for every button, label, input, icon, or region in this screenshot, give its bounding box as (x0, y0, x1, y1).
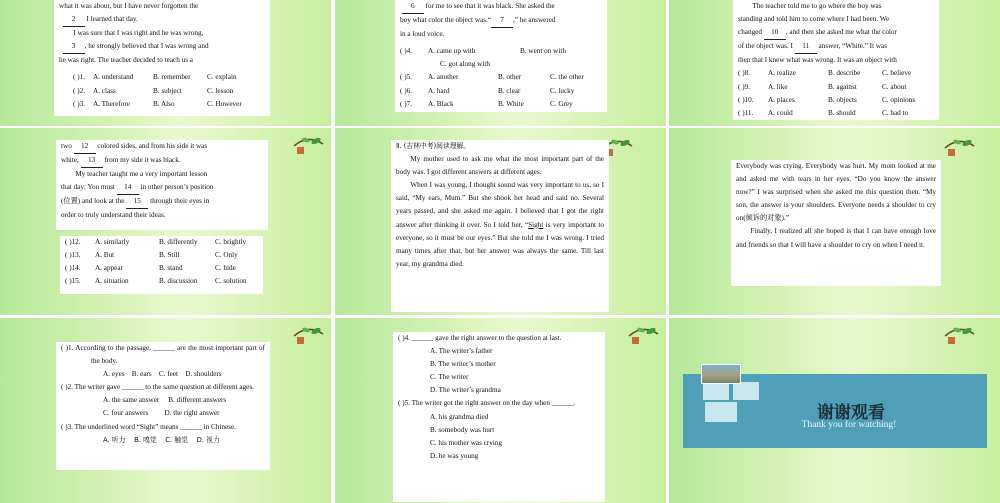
option-row: ( )12. A. similarly B. differently C. brightly (65, 238, 247, 246)
passage-line: ,” he answered (513, 16, 556, 25)
answer-option: B. somebody was hurt (430, 425, 495, 434)
option-row: ( )9. A. like B. against C. about (738, 82, 907, 91)
sprout-plant-icon (625, 322, 661, 348)
decor-square (733, 382, 759, 400)
passage-line: answer, “White.” It was (818, 42, 888, 51)
paragraph: When I was young, I thought sound was very important to us, so I said, “My ears, Mum.” But she shook her head and said no. Several years passed, and she asked me again. I believed that I got the right answer after thinking it over. So I told her, “Sight is very important to everyone, so it must be our eyes.” But she told me I was wrong. I tried many times after that, but her answer was always the same. Till last year, my grandma died. (396, 181, 605, 268)
option-row: ( )13. A. But B. Still C. Only (65, 251, 238, 260)
option-row: ( )8. A. realize B. describe C. believe (738, 69, 912, 78)
slide-7 (0, 318, 331, 503)
blank-11: 11 (795, 40, 817, 54)
passage-card (56, 140, 268, 230)
sprout-plant-icon (941, 134, 977, 160)
blank-6: 6 (402, 0, 424, 14)
passage-line: white, (61, 156, 79, 165)
blank-2: 2 (63, 13, 85, 27)
thanks-title-en: Thank you for watching! (801, 420, 897, 430)
reading-card (731, 160, 941, 286)
passage-line: of the object was. I (738, 42, 793, 51)
slide-2 (335, 0, 666, 126)
passage-card (733, 0, 939, 120)
question: ( )2. The writer gave ______ to the same question at different ages. (61, 383, 254, 392)
paragraph: Finally, I realized all she hoped is that I can have enough love and friends so that I will have a shoulder to cry on when I need it. (736, 227, 936, 249)
passage-line: , he strongly believed that I was wrong and (84, 42, 209, 51)
passage-line: , and then she asked me what the color (785, 28, 897, 37)
blank-3: 3 (63, 40, 85, 54)
answer-option: C. his mother was crying (430, 438, 503, 447)
passage-line: standing and told him to come where I had been. We (738, 15, 890, 24)
decor-square (703, 384, 729, 400)
decor-square (705, 402, 737, 422)
thanks-title-cn: 谢谢观看 (817, 403, 885, 423)
passage-line: what it was about, but I have never forgotten the (59, 2, 199, 10)
slide-6 (669, 128, 1000, 315)
passage-card (395, 0, 607, 112)
answer-option: D. he was young (430, 451, 479, 460)
blank-10: 10 (764, 26, 786, 40)
blank-13: 13 (81, 154, 103, 168)
blank-15: 15 (126, 195, 148, 209)
passage-card (54, 0, 270, 116)
answer-option: A. his grandma died (430, 412, 489, 421)
underlined-word: Sight (528, 220, 544, 229)
question: ( )1. According to the passage, ______ are the most important part of the body. (61, 344, 265, 366)
answer-option: B. The writer’s mother (430, 360, 496, 369)
blank-14: 14 (117, 181, 139, 195)
answer-option: D. The writer’s grandma (430, 386, 501, 395)
passage-line: order to truly understand their ideas. (61, 211, 166, 220)
option-row: ( )14. A. appear B. stand C. hide (65, 264, 236, 273)
sprout-plant-icon (290, 322, 326, 348)
slide-8 (335, 318, 666, 503)
reading-card (391, 140, 609, 312)
passage-line: boy what color the object was.“ (400, 16, 492, 25)
answer-option: A. The writer’s father (430, 347, 493, 356)
slide-4 (0, 128, 331, 315)
blank-12: 12 (74, 140, 96, 154)
passage-line: My teacher taught me a very important lesson (75, 170, 208, 179)
passage-line: The teacher told me to go where the boy was (752, 2, 882, 10)
sprout-plant-icon (941, 322, 977, 348)
paragraph: Everybody was crying. Everybody was hurt. My mom looked at me and asked me with tears in her eyes, “Do you know the answer now?” I was surprised when she asked me this question then. “My son, the answer is your shoulders. Everyone needs a shoulder to cry on(倾诉的对象).” (736, 162, 936, 223)
passage-line: in a loud voice. (400, 30, 445, 39)
passage-line: changed (738, 28, 762, 37)
paragraph: My mother used to ask me what the most important part of the body was. I got different answers at different ages. (396, 155, 604, 177)
slide-1 (0, 0, 331, 126)
blank-7: 7 (491, 14, 513, 28)
passage-line: that day: You must (61, 183, 115, 192)
answer-options: A. the same answer B. different answers (103, 396, 227, 405)
passage-line: for me to see that it was black. She asked the (425, 2, 555, 10)
slide-9 (669, 318, 1000, 503)
passage-line: two (61, 142, 72, 150)
slide-5 (335, 128, 666, 315)
option-row: ( )5. A. another B. other C. the other (400, 73, 584, 82)
answer-options: A. eyes B. ears C. feet D. shoulders (103, 370, 222, 379)
options-card (60, 236, 263, 294)
option-row: ( )7. A. Black B. White C. Grey (400, 99, 573, 108)
option-row: ( )6. A. hard B. clear C. lucky (400, 86, 575, 95)
passage-line: (位置) and look at the (61, 197, 125, 206)
option-row: ( )11. A. could B. should C. had to (738, 108, 909, 117)
sprout-plant-icon (290, 132, 326, 158)
passage-line: through their eyes in (150, 197, 210, 206)
option-row: ( )4. A. came up with B. went on with (400, 47, 566, 56)
question: ( )5. The writer got the right answer on the day when ______. (398, 399, 576, 408)
option-row: ( )1. A. understand B. remember C. explain (73, 73, 237, 82)
questions-card (56, 342, 270, 470)
passage-line: I was sure that I was right and he was wrong, (73, 29, 204, 38)
option-row: C. got along with (440, 60, 490, 69)
passage-line: colored sides, and from his side it was (97, 142, 208, 150)
option-row: ( )3. A. Therefore B. Also C. However (73, 99, 242, 108)
section-heading: Ⅱ. (吉林中考)阅读理解。 (396, 142, 471, 150)
answer-options: A. 听力 B. 嗅觉 C. 触觉 D. 视力 (103, 435, 220, 444)
option-row: ( )15. A. situation B. discussion C. solution (65, 277, 247, 286)
questions-card (393, 332, 605, 502)
passage-line: in other person’s position (140, 183, 214, 192)
option-row: ( )2. A. class B. subject C. lesson (73, 86, 234, 95)
passage-line: then that I knew what was wrong. It was an object with (738, 56, 897, 65)
thanks-photo (701, 364, 741, 384)
answer-option: C. The writer (430, 373, 469, 382)
slide-3 (669, 0, 1000, 126)
question: ( )4. ______ gave the right answer to the question at last. (398, 334, 562, 342)
passage-line: he was right. The teacher decided to teach us a (59, 56, 193, 65)
answer-options: C. four answers D. the right answer (103, 409, 220, 418)
option-row: ( )10. A. places B. objects C. opinions (738, 95, 916, 104)
question: ( )3. The underlined word “Sight” means ______ in Chinese. (61, 422, 236, 431)
passage-line: from my side it was black. (104, 156, 181, 165)
passage-line: I learned that day. (86, 15, 138, 24)
